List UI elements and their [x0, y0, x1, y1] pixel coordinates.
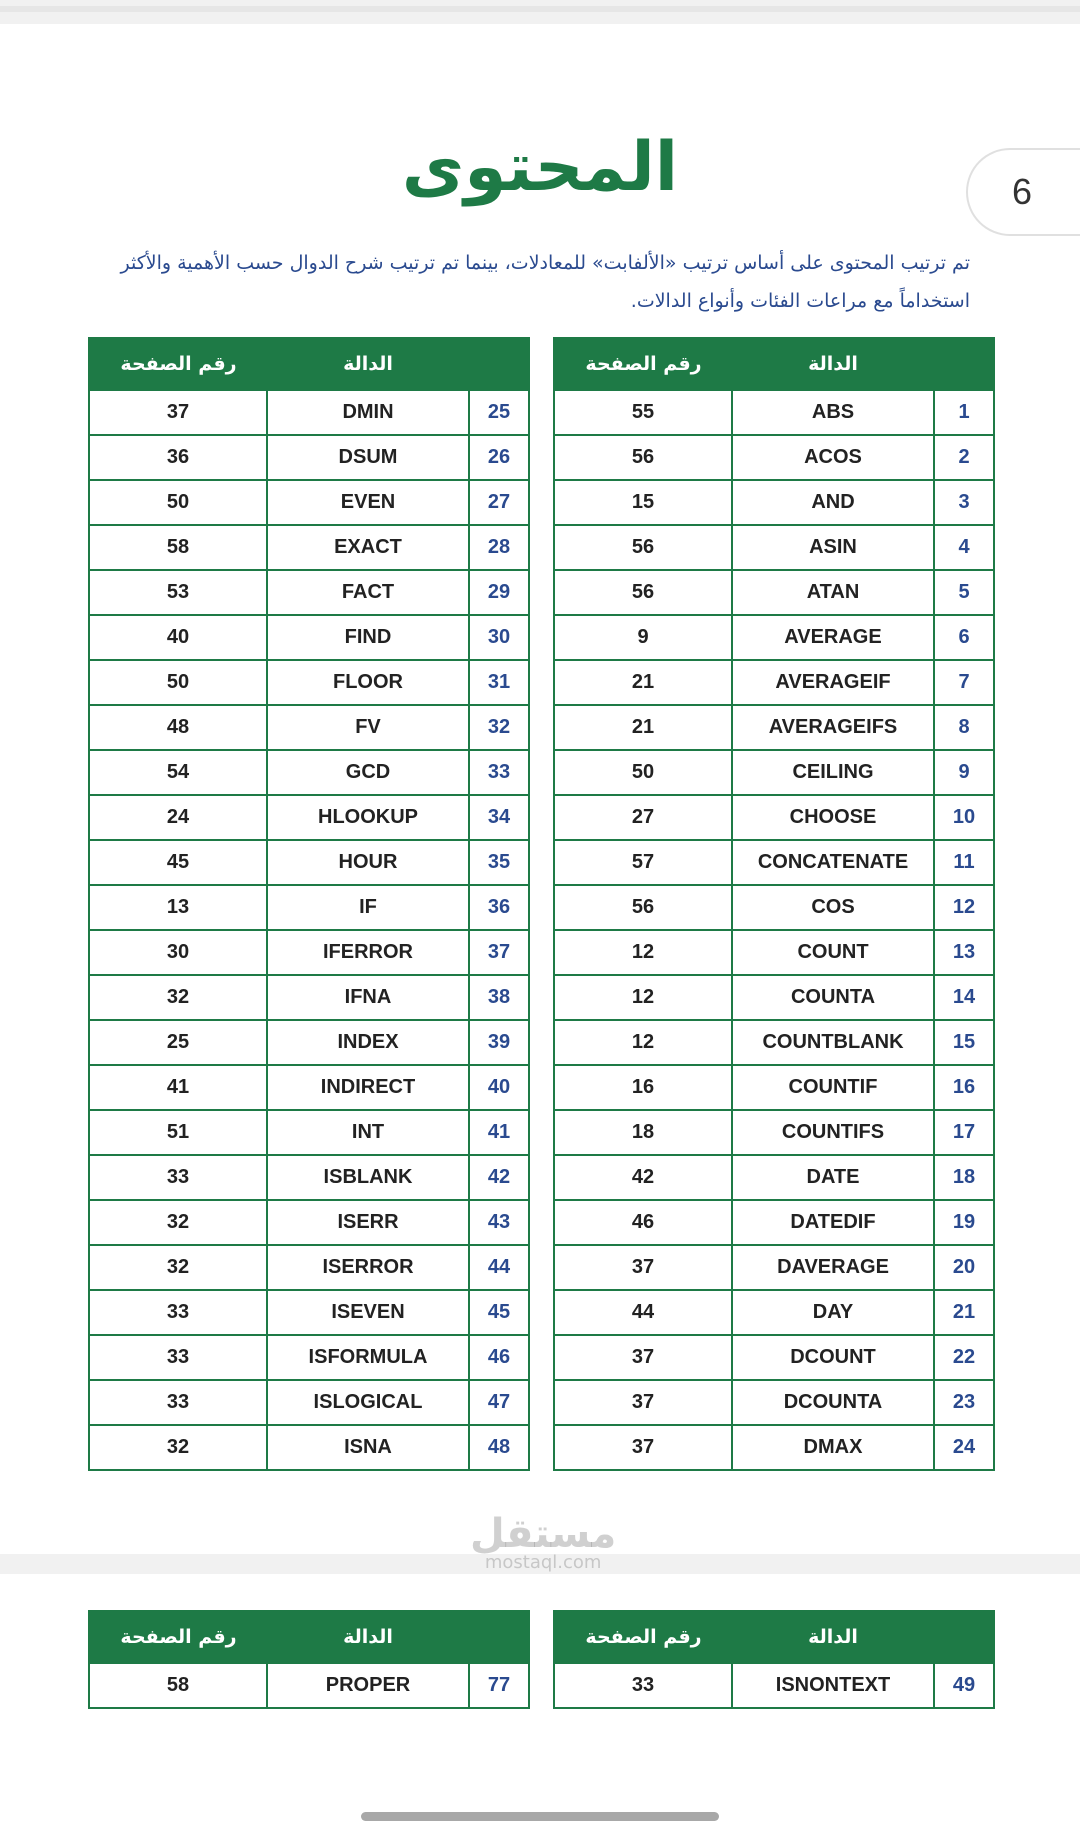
header-number: [469, 338, 529, 390]
contents-table-left: [88, 337, 530, 1471]
function-name-cell: GCD: [267, 750, 469, 795]
index-number-cell: 26: [469, 435, 529, 480]
index-number-cell: 27: [469, 480, 529, 525]
table-row: [89, 390, 529, 435]
table-row: [89, 840, 529, 885]
table-row: [554, 1425, 994, 1470]
contents-table-right: [553, 337, 995, 1471]
table-row: [554, 615, 994, 660]
function-name-cell: DMAX: [732, 1425, 934, 1470]
index-number-cell: 30: [469, 615, 529, 660]
index-number-cell: 48: [469, 1425, 529, 1470]
index-number-cell: 47: [469, 1380, 529, 1425]
table-row: [554, 660, 994, 705]
function-name-cell: INT: [267, 1110, 469, 1155]
index-number-cell: 41: [469, 1110, 529, 1155]
table-row: [554, 975, 994, 1020]
page-number-cell: 54: [89, 750, 267, 795]
table-row: [89, 1290, 529, 1335]
index-number-cell: 40: [469, 1065, 529, 1110]
page-number-cell: 42: [554, 1155, 732, 1200]
page-number-cell: 45: [89, 840, 267, 885]
function-name-cell: COUNT: [732, 930, 934, 975]
table-row: [89, 1065, 529, 1110]
table-row: [554, 885, 994, 930]
index-number-cell: 12: [934, 885, 994, 930]
watermark-latin: mostaql.com: [484, 1552, 602, 1573]
table-row: [89, 1155, 529, 1200]
page-number-cell: 58: [89, 525, 267, 570]
function-name-cell: FV: [267, 705, 469, 750]
page-number-cell: 48: [89, 705, 267, 750]
function-name-cell: ISEVEN: [267, 1290, 469, 1335]
page-number-cell: 12: [554, 1020, 732, 1065]
page-number-cell: 50: [89, 660, 267, 705]
function-name-cell: AVERAGE: [732, 615, 934, 660]
table-row: [554, 705, 994, 750]
index-number-cell: 28: [469, 525, 529, 570]
index-number-cell: 13: [934, 930, 994, 975]
table-row: [89, 1200, 529, 1245]
page-number-cell: 33: [89, 1155, 267, 1200]
table-row: [89, 1020, 529, 1065]
table-row: [554, 1155, 994, 1200]
index-number-cell: 32: [469, 705, 529, 750]
table-row: [89, 705, 529, 750]
function-name-cell: DCOUNTA: [732, 1380, 934, 1425]
page-number-cell: 33: [89, 1380, 267, 1425]
index-number-cell: 1: [934, 390, 994, 435]
table-row: [89, 525, 529, 570]
function-name-cell: FACT: [267, 570, 469, 615]
index-number-cell: 25: [469, 390, 529, 435]
watermark-arabic: مستقل: [470, 1511, 617, 1557]
index-number-cell: 7: [934, 660, 994, 705]
header-number: [934, 338, 994, 390]
index-number-cell: 11: [934, 840, 994, 885]
function-name-cell: FLOOR: [267, 660, 469, 705]
index-number-cell: 37: [469, 930, 529, 975]
table-row: [89, 885, 529, 930]
page-number-cell: 37: [89, 390, 267, 435]
header-page: رقم الصفحة: [89, 1611, 267, 1663]
page-number-cell: 32: [89, 1200, 267, 1245]
page-title: المحتوى: [401, 128, 679, 207]
page-number-cell: 37: [554, 1245, 732, 1290]
next-document-page: [0, 1574, 1080, 1840]
page-number-cell: 30: [89, 930, 267, 975]
index-number-cell: 36: [469, 885, 529, 930]
function-name-cell: COUNTIFS: [732, 1110, 934, 1155]
page-number-cell: 37: [554, 1335, 732, 1380]
function-name-cell: FIND: [267, 615, 469, 660]
header-function: الدالة: [267, 1611, 469, 1663]
table-row: [554, 525, 994, 570]
index-number-cell: 45: [469, 1290, 529, 1335]
index-number-cell: 6: [934, 615, 994, 660]
index-number-cell: 33: [469, 750, 529, 795]
page-number-cell: 50: [89, 480, 267, 525]
table-row: [89, 1335, 529, 1380]
function-name-cell: CONCATENATE: [732, 840, 934, 885]
previous-page-edge: [0, 6, 1080, 12]
page-number-cell: 40: [89, 615, 267, 660]
table-row: [89, 660, 529, 705]
function-name-cell: CHOOSE: [732, 795, 934, 840]
function-name-cell: CEILING: [732, 750, 934, 795]
table-row: [89, 570, 529, 615]
function-name-cell: DCOUNT: [732, 1335, 934, 1380]
watermark-logo: [470, 1511, 617, 1573]
page-number-cell: 37: [554, 1425, 732, 1470]
home-indicator[interactable]: [361, 1812, 719, 1821]
index-number-cell: 5: [934, 570, 994, 615]
header-page: رقم الصفحة: [89, 338, 267, 390]
function-name-cell: ISERR: [267, 1200, 469, 1245]
table-row: [554, 1245, 994, 1290]
function-name-cell: ACOS: [732, 435, 934, 480]
function-name-cell: DAVERAGE: [732, 1245, 934, 1290]
table-header-row: [89, 338, 529, 390]
function-name-cell: INDEX: [267, 1020, 469, 1065]
index-number-cell: 22: [934, 1335, 994, 1380]
function-name-cell: ASIN: [732, 525, 934, 570]
table-row: [89, 480, 529, 525]
table-row: [554, 1380, 994, 1425]
table-row: [89, 1425, 529, 1470]
function-name-cell: ISFORMULA: [267, 1335, 469, 1380]
page-number-cell: 12: [554, 930, 732, 975]
index-number-cell: 10: [934, 795, 994, 840]
page-number-cell: 56: [554, 435, 732, 480]
function-name-cell: AND: [732, 480, 934, 525]
index-number-cell: 43: [469, 1200, 529, 1245]
table-row: [89, 1380, 529, 1425]
table-row: [554, 930, 994, 975]
page-number-cell: 21: [554, 660, 732, 705]
page-number-cell: 21: [554, 705, 732, 750]
table-header-row: [554, 338, 994, 390]
function-name-cell: INDIRECT: [267, 1065, 469, 1110]
table-row: [554, 570, 994, 615]
page-number-cell: 46: [554, 1200, 732, 1245]
index-number-cell: 19: [934, 1200, 994, 1245]
function-name-cell: DSUM: [267, 435, 469, 480]
function-name-cell: DAY: [732, 1290, 934, 1335]
function-name-cell: ISNA: [267, 1425, 469, 1470]
page-number-cell: 16: [554, 1065, 732, 1110]
page-number-cell: 56: [554, 885, 732, 930]
page-number-cell: 51: [89, 1110, 267, 1155]
page-number-cell: 33: [89, 1290, 267, 1335]
index-number-cell: 77: [469, 1663, 529, 1708]
index-number-cell: 46: [469, 1335, 529, 1380]
page-number-cell: 32: [89, 1425, 267, 1470]
page-number-cell: 36: [89, 435, 267, 480]
document-page: [0, 24, 1080, 1557]
table-row: [89, 1663, 529, 1708]
index-number-cell: 49: [934, 1663, 994, 1708]
function-name-cell: DATEDIF: [732, 1200, 934, 1245]
table-row: [554, 1290, 994, 1335]
index-number-cell: 34: [469, 795, 529, 840]
index-number-cell: 31: [469, 660, 529, 705]
index-number-cell: 15: [934, 1020, 994, 1065]
index-number-cell: 35: [469, 840, 529, 885]
index-number-cell: 16: [934, 1065, 994, 1110]
page-number-cell: 15: [554, 480, 732, 525]
table-row: [554, 1200, 994, 1245]
table-header-row: [554, 1611, 994, 1663]
function-name-cell: AVERAGEIFS: [732, 705, 934, 750]
page-number-cell: 32: [89, 975, 267, 1020]
page-number-cell: 53: [89, 570, 267, 615]
header-function: الدالة: [267, 338, 469, 390]
index-number-cell: 20: [934, 1245, 994, 1290]
table-row: [554, 1020, 994, 1065]
table-row: [89, 615, 529, 660]
function-name-cell: ATAN: [732, 570, 934, 615]
index-number-cell: 42: [469, 1155, 529, 1200]
function-name-cell: AVERAGEIF: [732, 660, 934, 705]
header-number: [469, 1611, 529, 1663]
page-number-cell: 56: [554, 525, 732, 570]
table-row: [554, 1110, 994, 1155]
function-name-cell: ISNONTEXT: [732, 1663, 934, 1708]
page-number-cell: 33: [554, 1663, 732, 1708]
function-name-cell: HOUR: [267, 840, 469, 885]
page-number-cell: 55: [554, 390, 732, 435]
index-number-cell: 38: [469, 975, 529, 1020]
page-number-cell: 33: [89, 1335, 267, 1380]
function-name-cell: EVEN: [267, 480, 469, 525]
contents-table-left-next: [88, 1610, 530, 1709]
header-number: [934, 1611, 994, 1663]
function-name-cell: PROPER: [267, 1663, 469, 1708]
table-row: [89, 930, 529, 975]
table-row: [554, 795, 994, 840]
function-name-cell: ISBLANK: [267, 1155, 469, 1200]
function-name-cell: COS: [732, 885, 934, 930]
page-number-cell: 56: [554, 570, 732, 615]
index-number-cell: 39: [469, 1020, 529, 1065]
index-number-cell: 8: [934, 705, 994, 750]
page-number-cell: 25: [89, 1020, 267, 1065]
index-number-cell: 29: [469, 570, 529, 615]
page-number-cell: 9: [554, 615, 732, 660]
function-name-cell: COUNTIF: [732, 1065, 934, 1110]
function-name-cell: ABS: [732, 390, 934, 435]
index-number-cell: 14: [934, 975, 994, 1020]
table-row: [554, 1663, 994, 1708]
page-number: 6: [1011, 171, 1033, 212]
function-name-cell: DATE: [732, 1155, 934, 1200]
page-number-cell: 12: [554, 975, 732, 1020]
function-name-cell: COUNTBLANK: [732, 1020, 934, 1065]
table-row: [554, 1335, 994, 1380]
table-row: [89, 1245, 529, 1290]
header-function: الدالة: [732, 338, 934, 390]
table-row: [554, 480, 994, 525]
header-page: رقم الصفحة: [554, 338, 732, 390]
index-number-cell: 24: [934, 1425, 994, 1470]
page-number-cell: 24: [89, 795, 267, 840]
table-row: [89, 1110, 529, 1155]
intro-text: تم ترتيب المحتوى على أساس ترتيب «الألفابت» للمعادلات، بينما تم ترتيب شرح الدوال حسب الأهمية والأكثر استخداماً مع مراعات الفئات وأنواع الدالات.: [120, 252, 970, 312]
function-name-cell: ISERROR: [267, 1245, 469, 1290]
index-number-cell: 3: [934, 480, 994, 525]
index-number-cell: 18: [934, 1155, 994, 1200]
header-page: رقم الصفحة: [554, 1611, 732, 1663]
function-name-cell: IFNA: [267, 975, 469, 1020]
table-row: [89, 435, 529, 480]
function-name-cell: IF: [267, 885, 469, 930]
page-number-cell: 58: [89, 1663, 267, 1708]
page-number-cell: 37: [554, 1380, 732, 1425]
page-number-cell: 57: [554, 840, 732, 885]
table-row: [554, 435, 994, 480]
table-header-row: [89, 1611, 529, 1663]
page-number-cell: 27: [554, 795, 732, 840]
index-number-cell: 17: [934, 1110, 994, 1155]
table-row: [554, 750, 994, 795]
function-name-cell: ISLOGICAL: [267, 1380, 469, 1425]
table-row: [89, 750, 529, 795]
function-name-cell: EXACT: [267, 525, 469, 570]
table-row: [89, 795, 529, 840]
page-number-cell: 44: [554, 1290, 732, 1335]
function-name-cell: DMIN: [267, 390, 469, 435]
index-number-cell: 2: [934, 435, 994, 480]
page-number-cell: 50: [554, 750, 732, 795]
index-number-cell: 4: [934, 525, 994, 570]
page-number-cell: 41: [89, 1065, 267, 1110]
contents-table-right-next: [553, 1610, 995, 1709]
table-row: [554, 390, 994, 435]
function-name-cell: HLOOKUP: [267, 795, 469, 840]
index-number-cell: 23: [934, 1380, 994, 1425]
function-name-cell: COUNTA: [732, 975, 934, 1020]
header-function: الدالة: [732, 1611, 934, 1663]
table-row: [89, 975, 529, 1020]
page-number-cell: 13: [89, 885, 267, 930]
function-name-cell: IFERROR: [267, 930, 469, 975]
page-number-cell: 32: [89, 1245, 267, 1290]
index-number-cell: 21: [934, 1290, 994, 1335]
table-row: [554, 840, 994, 885]
table-row: [554, 1065, 994, 1110]
page-number-cell: 18: [554, 1110, 732, 1155]
index-number-cell: 44: [469, 1245, 529, 1290]
index-number-cell: 9: [934, 750, 994, 795]
